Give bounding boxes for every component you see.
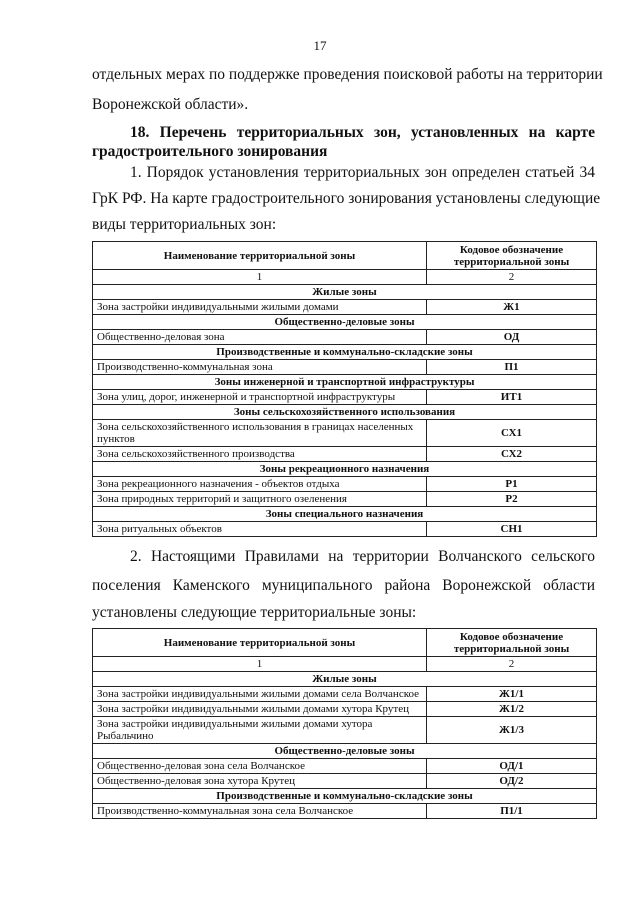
zone-code: Ж1	[427, 300, 597, 315]
table-row	[93, 360, 597, 375]
section-label: Общественно-деловые зоны	[93, 744, 597, 759]
section-label: Жилые зоны	[93, 285, 597, 300]
zone-name: Зона сельскохозяйственного использования в границах населенных пунктов	[93, 420, 427, 447]
table-section-row	[93, 462, 597, 477]
column-number: 1	[93, 657, 427, 672]
zone-code: Р1	[427, 477, 597, 492]
table-row	[93, 702, 597, 717]
zone-code: Ж1/2	[427, 702, 597, 717]
zone-code: СХ2	[427, 447, 597, 462]
zone-name: Зона ритуальных объектов	[93, 522, 427, 537]
para2-line-1: 2. Настоящими Правилами на территории Волчанского сельского	[130, 548, 595, 565]
zone-name: Общественно-деловая зона	[93, 330, 427, 345]
header-zone-name: Наименование территориальной зоны	[93, 242, 427, 270]
column-number-row	[93, 657, 597, 672]
table-header-row	[93, 242, 597, 270]
intro-line-2: Воронежской области».	[92, 96, 249, 113]
table-section-row	[93, 375, 597, 390]
section-heading-line-2: градостроительного зонирования	[92, 143, 328, 160]
column-number: 2	[427, 270, 597, 285]
page-number: 17	[313, 38, 327, 53]
para1-line-2: ГрК РФ. На карте градостроительного зонирования установлены следующие	[92, 190, 601, 207]
section-label: Производственные и коммунально-складские зоны	[93, 345, 597, 360]
zone-name: Зона застройки индивидуальными жилыми домами	[93, 300, 427, 315]
table-section-row	[93, 507, 597, 522]
intro-line-1: отдельных мерах по поддержке проведения поисковой работы на территории	[92, 66, 603, 83]
zone-code: СН1	[427, 522, 597, 537]
table-section-row	[93, 405, 597, 420]
zone-name: Общественно-деловая зона хутора Крутец	[93, 774, 427, 789]
section-label: Общественно-деловые зоны	[93, 315, 597, 330]
zone-code: ОД/2	[427, 774, 597, 789]
zone-code: ОД	[427, 330, 597, 345]
para2-line-3: установлены следующие территориальные зоны:	[92, 604, 417, 621]
section-label: Производственные и коммунально-складские зоны	[93, 789, 597, 804]
zone-name: Производственно-коммунальная зона	[93, 360, 427, 375]
column-number: 1	[93, 270, 427, 285]
table-section-row	[93, 789, 597, 804]
zone-code: П1	[427, 360, 597, 375]
zone-name: Зона улиц, дорог, инженерной и транспортной инфраструктуры	[93, 390, 427, 405]
section-label: Жилые зоны	[93, 672, 597, 687]
table-row	[93, 522, 597, 537]
table-row	[93, 492, 597, 507]
zone-name: Зона сельскохозяйственного производства	[93, 447, 427, 462]
zone-code: ОД/1	[427, 759, 597, 774]
section-heading-line-1: 18. Перечень территориальных зон, установленных на карте	[130, 124, 595, 141]
zone-name: Производственно-коммунальная зона села Волчанское	[93, 804, 427, 819]
header-zone-name: Наименование территориальной зоны	[93, 629, 427, 657]
column-number: 2	[427, 657, 597, 672]
table-row	[93, 804, 597, 819]
table-section-row	[93, 744, 597, 759]
para1-line-3: виды территориальных зон:	[92, 216, 277, 233]
zone-name: Общественно-деловая зона села Волчанское	[93, 759, 427, 774]
table-section-row	[93, 285, 597, 300]
zone-name: Зона застройки индивидуальными жилыми домами хутора Крутец	[93, 702, 427, 717]
header-zone-code: Кодовое обозначение территориальной зоны	[427, 629, 597, 657]
zone-code: Р2	[427, 492, 597, 507]
section-label: Зоны специального назначения	[93, 507, 597, 522]
zone-code: Ж1/3	[427, 717, 597, 744]
zone-code: ИТ1	[427, 390, 597, 405]
table-row	[93, 759, 597, 774]
para2-line-2: поселения Каменского муниципального района Воронежской области	[92, 577, 595, 594]
zone-code: Ж1/1	[427, 687, 597, 702]
table-row	[93, 330, 597, 345]
header-zone-code: Кодовое обозначение территориальной зоны	[427, 242, 597, 270]
section-label: Зоны инженерной и транспортной инфраструктуры	[93, 375, 597, 390]
zones-table-volchanskoe	[92, 628, 597, 819]
table-row	[93, 390, 597, 405]
zone-code: СХ1	[427, 420, 597, 447]
column-number-row	[93, 270, 597, 285]
section-label: Зоны рекреационного назначения	[93, 462, 597, 477]
table-row	[93, 420, 597, 447]
zone-name: Зона природных территорий и защитного озеленения	[93, 492, 427, 507]
table-row	[93, 447, 597, 462]
zone-name: Зона застройки индивидуальными жилыми домами хутора Рыбальчино	[93, 717, 427, 744]
zones-table-general	[92, 241, 597, 537]
zone-code: П1/1	[427, 804, 597, 819]
table-row	[93, 300, 597, 315]
table-row	[93, 477, 597, 492]
zone-name: Зона рекреационного назначения - объектов отдыха	[93, 477, 427, 492]
para1-line-1: 1. Порядок установления территориальных зон определен статьей 34	[130, 164, 595, 181]
table-section-row	[93, 315, 597, 330]
table-section-row	[93, 672, 597, 687]
table-row	[93, 687, 597, 702]
table-row	[93, 774, 597, 789]
table-header-row	[93, 629, 597, 657]
zone-name: Зона застройки индивидуальными жилыми домами села Волчанское	[93, 687, 427, 702]
section-label: Зоны сельскохозяйственного использования	[93, 405, 597, 420]
table-row	[93, 717, 597, 744]
table-section-row	[93, 345, 597, 360]
